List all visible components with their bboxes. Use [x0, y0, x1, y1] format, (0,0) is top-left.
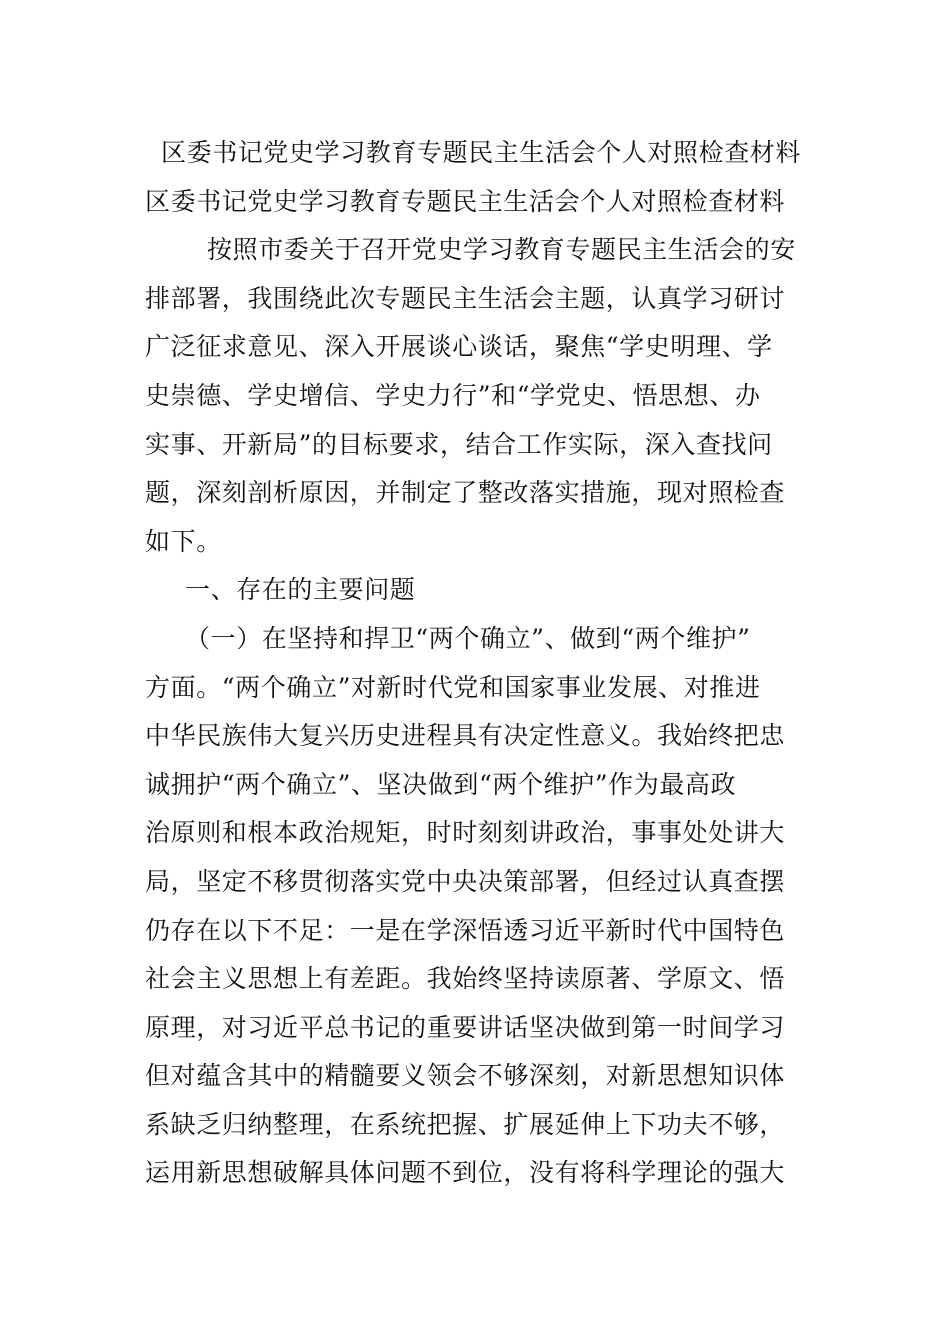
intro-line: 题，深刻剖析原因，并制定了整改落实措施，现对照检查	[145, 478, 786, 508]
section-line: 但对蕴含其中的精髓要义领会不够深刻，对新思想知识体	[145, 1061, 786, 1091]
section-line: 局，坚定不移贯彻落实党中央决策部署，但经过认真查摆	[145, 866, 786, 896]
section-line: 诚拥护“两个确立”、坚决做到“两个维护”作为最高政	[145, 769, 737, 799]
document-title: 区委书记党史学习教育专题民主生活会个人对照检查材料	[161, 138, 802, 167]
intro-line: 如下。	[145, 526, 222, 556]
section-line: 原理，对习近平总书记的重要讲话坚决做到第一时间学习	[145, 1012, 786, 1042]
intro-line: 排部署，我围绕此次专题民主生活会主题，认真学习研讨	[145, 283, 786, 313]
section-line: 社会主义思想上有差距。我始终坚持读原著、学原文、悟	[145, 964, 786, 994]
section-line: 系缺乏归纳整理，在系统把握、扩展延伸上下功夫不够，	[145, 1109, 786, 1139]
section-line: 方面。“两个确立”对新时代党和国家事业发展、对推进	[145, 672, 761, 702]
intro-line: 广泛征求意见、深入开展谈心谈话，聚焦“学史明理、学	[145, 332, 773, 362]
intro-line: 实事、开新局”的目标要求，结合工作实际，深入查找问	[145, 429, 773, 459]
section-line: 治原则和根本政治规矩，时时刻刻讲政治，事事处处讲大	[145, 818, 786, 848]
section-line: 仍存在以下不足：一是在学深悟透习近平新时代中国特色	[145, 915, 786, 945]
document-body	[145, 129, 815, 1198]
intro-line: 史崇德、学史增信、学史力行”和“学党史、悟思想、办	[145, 380, 761, 410]
document-title-repeat: 区委书记党史学习教育专题民主生活会个人对照检查材料	[145, 186, 786, 216]
section-line: （一）在坚持和捍卫“两个确立”、做到“两个维护”	[185, 623, 751, 653]
section-heading: 一、存在的主要问题	[185, 575, 416, 605]
section-line: 中华民族伟大复兴历史进程具有决定性意义。我始终把忠	[145, 721, 786, 751]
section-line: 运用新思想破解具体问题不到位，没有将科学理论的强大	[145, 1158, 786, 1188]
intro-line: 按照市委关于召开党史学习教育专题民主生活会的安	[207, 235, 796, 265]
